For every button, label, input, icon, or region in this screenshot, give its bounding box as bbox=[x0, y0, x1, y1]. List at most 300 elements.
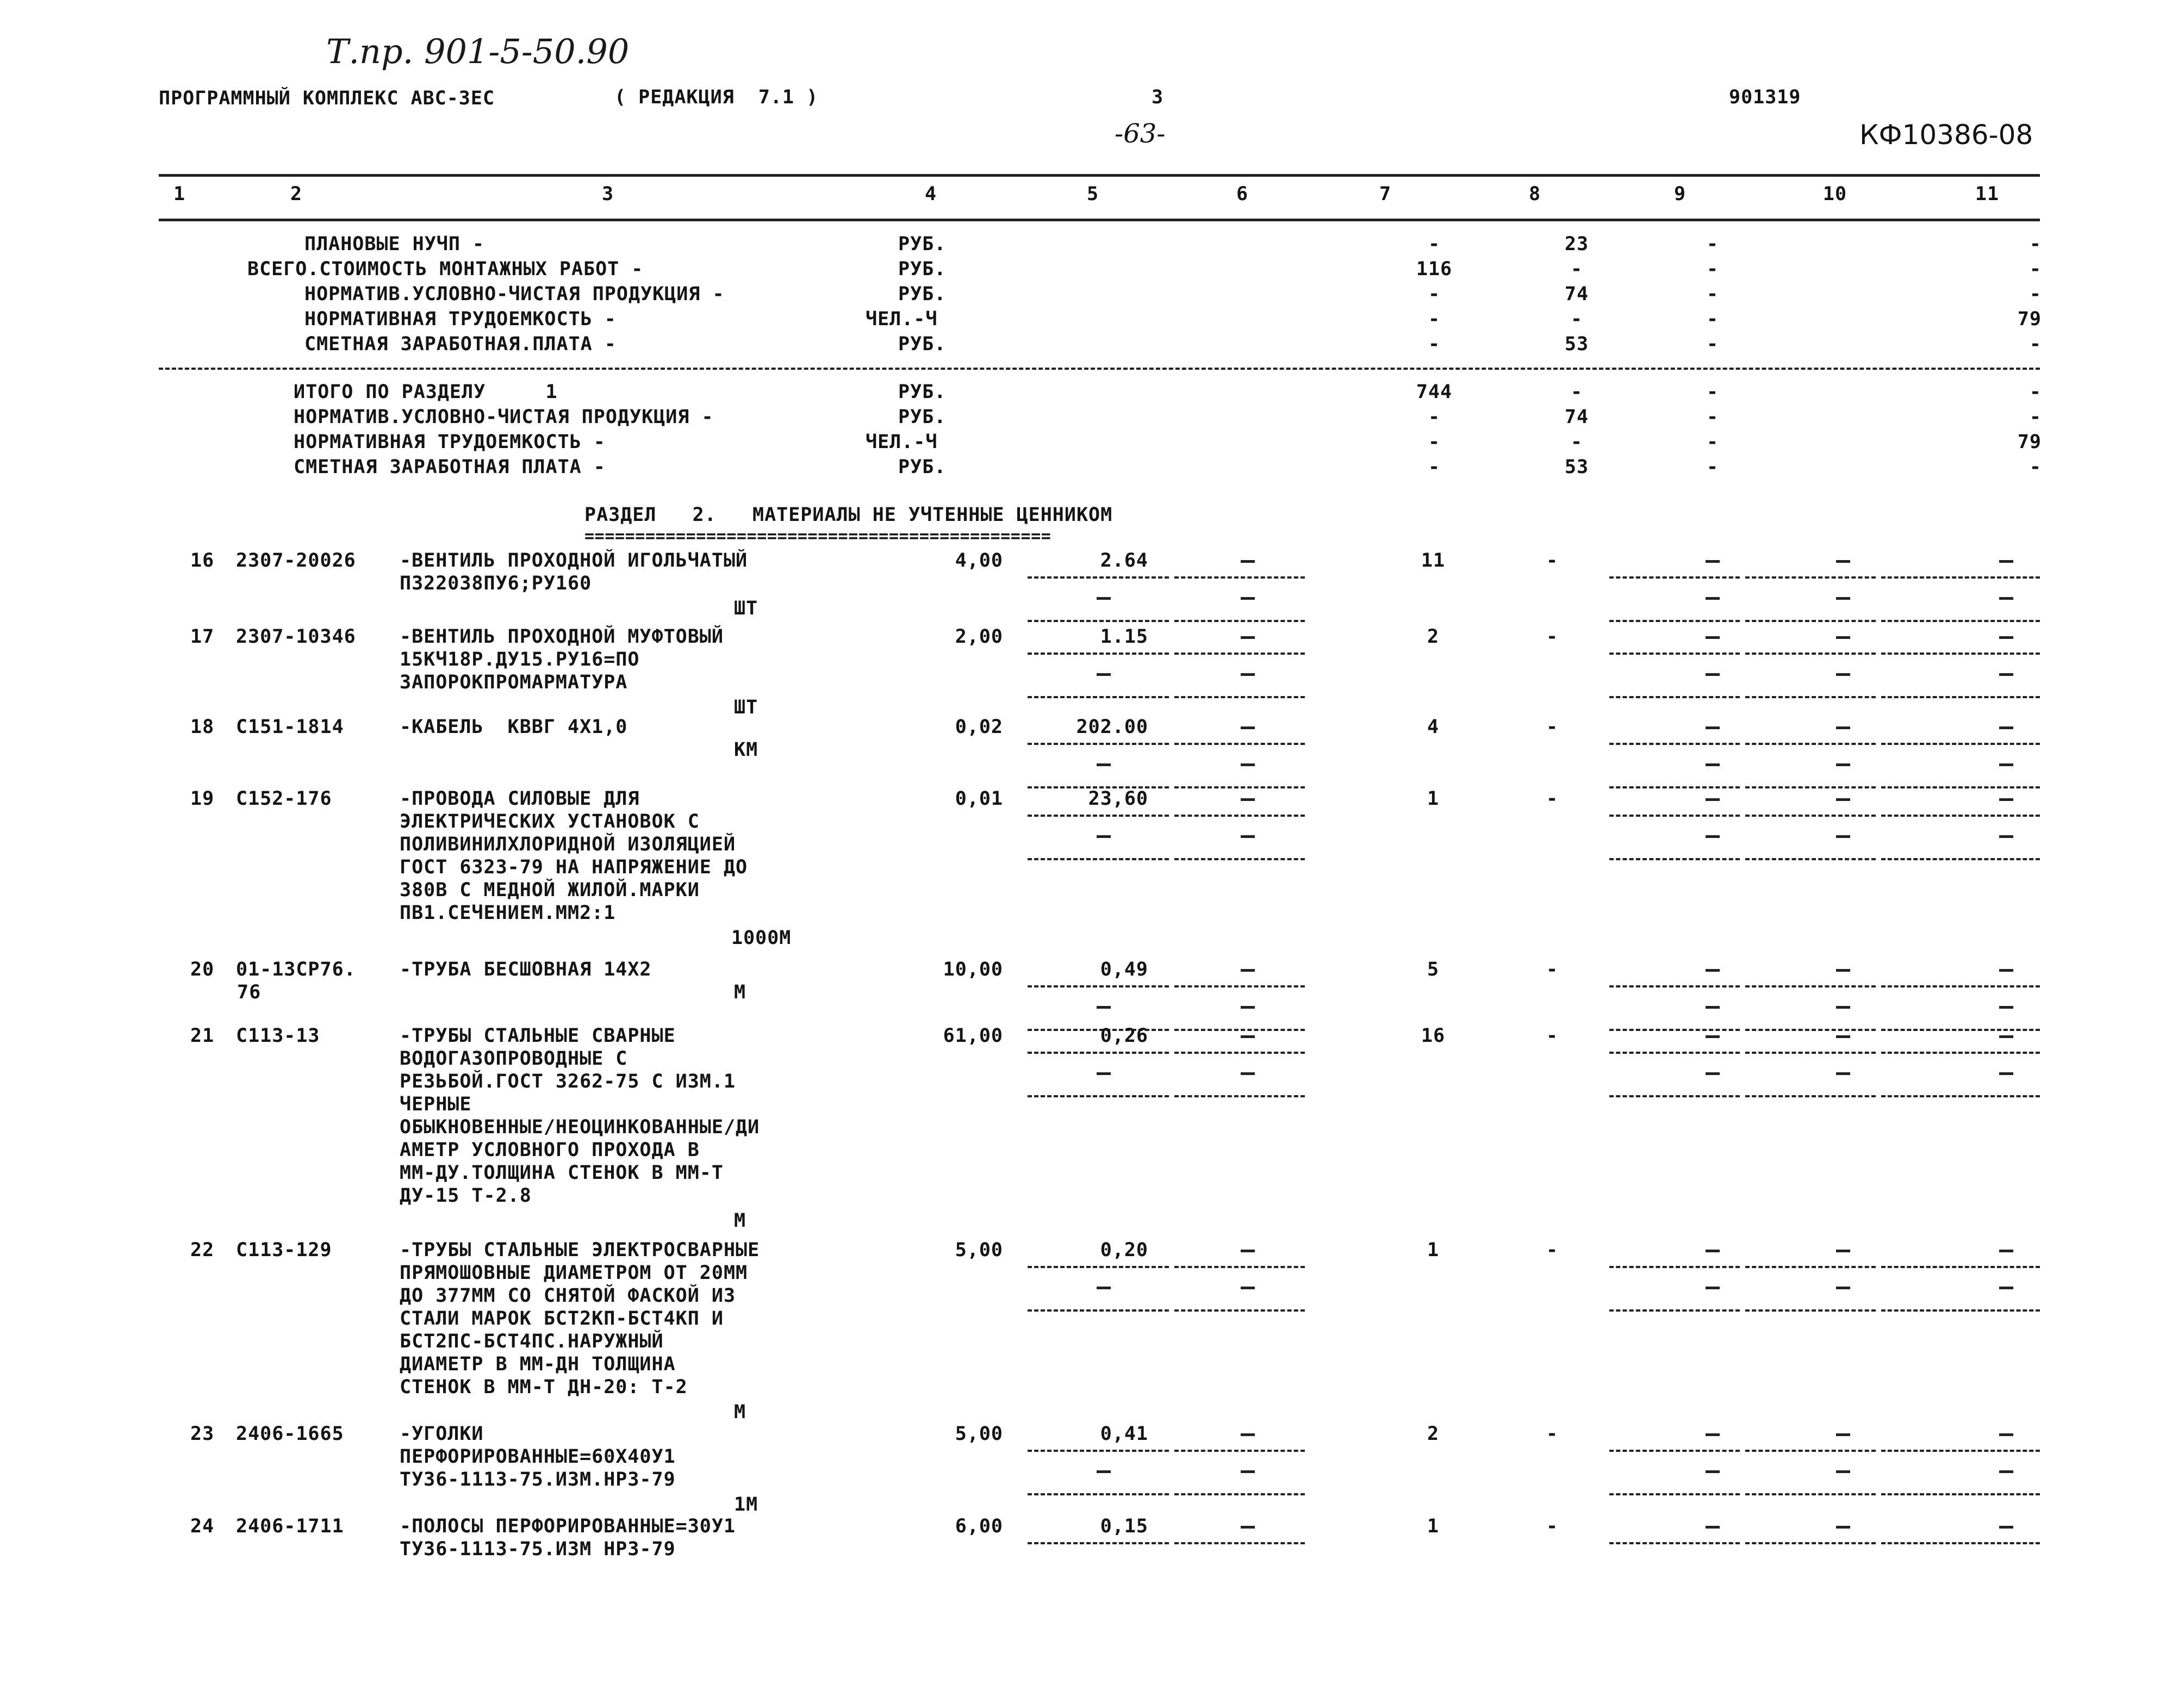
col10-dash-lower bbox=[1836, 597, 1850, 600]
item-code: С113-129 bbox=[236, 1239, 332, 1261]
item-description-line: ММ-ДУ.ТОЛЩИНА СТЕНОК В ММ-Т bbox=[400, 1162, 724, 1184]
summary-col8: - bbox=[1570, 381, 1583, 403]
item-unit: ШТ bbox=[734, 598, 758, 619]
summary-col7: 744 bbox=[1416, 381, 1453, 403]
item-description-line: ВОДОГАЗОПРОВОДНЫЕ С bbox=[400, 1048, 628, 1070]
summary-divider bbox=[159, 368, 2040, 370]
item-col7: 1 bbox=[1427, 788, 1440, 810]
col9-rule-lower bbox=[1609, 858, 1740, 860]
column-number: 11 bbox=[1975, 183, 2000, 205]
item-number: 18 bbox=[190, 716, 215, 738]
program-edition: ( РЕДАКЦИЯ 7.1 ) bbox=[614, 86, 819, 108]
column-number: 4 bbox=[924, 183, 937, 205]
item-description-line: ТУ36-1113-75.ИЗМ.НРЗ-79 bbox=[400, 1469, 676, 1490]
price-rule bbox=[1028, 576, 1169, 579]
item-quantity: 4,00 bbox=[955, 550, 1003, 572]
table-top-rule bbox=[159, 174, 2040, 177]
col11-rule bbox=[1881, 985, 2040, 987]
col10-rule bbox=[1745, 653, 1876, 655]
summary-label: НОРМАТИВ.УСЛОВНО-ЧИСТАЯ ПРОДУКЦИЯ - bbox=[304, 283, 725, 305]
col10-rule bbox=[1745, 1450, 1876, 1452]
item-price: 0,41 bbox=[1100, 1423, 1148, 1445]
summary-col7: - bbox=[1428, 406, 1441, 428]
col11-rule bbox=[1881, 815, 2040, 817]
item-description-line: 380В С МЕДНОЙ ЖИЛОЙ.МАРКИ bbox=[400, 879, 700, 901]
summary-col11: - bbox=[2029, 283, 2042, 305]
col9-rule bbox=[1609, 1450, 1740, 1452]
item-quantity: 6,00 bbox=[955, 1515, 1003, 1537]
col11-dash bbox=[1999, 969, 2013, 972]
item-code: 2307-10346 bbox=[236, 626, 356, 648]
item-code: 2406-1665 bbox=[236, 1423, 344, 1445]
price-rule bbox=[1028, 1052, 1169, 1054]
summary-col7: - bbox=[1428, 308, 1441, 330]
item-description-line: -УГОЛКИ bbox=[400, 1423, 484, 1445]
col9-rule-lower bbox=[1609, 1309, 1740, 1312]
item-col8: - bbox=[1546, 788, 1559, 810]
summary-label: ПЛАНОВЫЕ НУЧП - bbox=[304, 233, 485, 255]
col11-dash-lower bbox=[1999, 1072, 2013, 1075]
col10-rule-lower bbox=[1745, 858, 1876, 860]
item-description-line: СТЕНОК В ММ-Т ДН-20: Т-2 bbox=[400, 1376, 688, 1398]
col6-rule bbox=[1174, 815, 1305, 817]
item-description-line: -ВЕНТИЛЬ ПРОХОДНОЙ ИГОЛЬЧАТЫЙ bbox=[400, 550, 748, 572]
summary-col11: - bbox=[2029, 258, 2042, 280]
summary-label: ИТОГО ПО РАЗДЕЛУ 1 bbox=[294, 381, 558, 403]
price-dash-lower bbox=[1097, 1006, 1111, 1009]
summary-col9: - bbox=[1706, 431, 1719, 453]
item-number: 21 bbox=[190, 1025, 215, 1047]
col9-rule bbox=[1609, 1266, 1740, 1268]
summary-col9: - bbox=[1706, 283, 1719, 305]
col6-rule bbox=[1174, 743, 1305, 745]
item-unit: М bbox=[734, 982, 746, 1003]
item-description-line: ГОСТ 6323-79 НА НАПРЯЖЕНИЕ ДО bbox=[400, 856, 748, 878]
col6-rule-lower bbox=[1174, 1095, 1305, 1097]
item-description-line: АМЕТР УСЛОВНОГО ПРОХОДА В bbox=[400, 1139, 700, 1161]
summary-label: НОРМАТИВНАЯ ТРУДОЕМКОСТЬ - bbox=[304, 308, 617, 330]
item-description-line: -КАБЕЛЬ КВВГ 4Х1,0 bbox=[400, 716, 628, 738]
item-unit: КМ bbox=[734, 739, 758, 761]
col10-dash bbox=[1836, 1526, 1850, 1529]
col6-rule-lower bbox=[1174, 1493, 1305, 1495]
col10-dash bbox=[1836, 1250, 1850, 1252]
summary-col7: - bbox=[1428, 283, 1441, 305]
page-number-handwritten: -63- bbox=[1115, 119, 1166, 149]
item-quantity: 10,00 bbox=[943, 959, 1003, 980]
item-description-line: -ПОЛОСЫ ПЕРФОРИРОВАННЫЕ=30У1 bbox=[400, 1515, 736, 1537]
summary-unit: РУБ. bbox=[898, 233, 947, 255]
item-description-line: -ВЕНТИЛЬ ПРОХОДНОЙ МУФТОВЫЙ bbox=[400, 626, 724, 648]
page-number: 3 bbox=[1152, 86, 1164, 108]
col6-rule bbox=[1174, 576, 1305, 579]
summary-col9: - bbox=[1706, 233, 1719, 255]
col6-rule bbox=[1174, 1266, 1305, 1268]
program-title: ПРОГРАММНЫЙ КОМПЛЕКС АВС-3ЕС bbox=[159, 88, 495, 109]
col11-dash-lower bbox=[1999, 597, 2013, 600]
price-rule bbox=[1028, 815, 1169, 817]
col9-rule bbox=[1609, 743, 1740, 745]
col9-dash-lower bbox=[1706, 763, 1720, 766]
price-rule bbox=[1028, 653, 1169, 655]
col10-dash bbox=[1836, 1035, 1850, 1038]
col10-rule bbox=[1745, 1266, 1876, 1268]
summary-col9: - bbox=[1706, 308, 1719, 330]
col11-rule bbox=[1881, 653, 2040, 655]
item-price: 0,15 bbox=[1100, 1515, 1148, 1537]
item-description-line: ЧЕРНЫЕ bbox=[400, 1094, 472, 1115]
col9-dash bbox=[1706, 798, 1720, 801]
col9-rule-lower bbox=[1609, 1493, 1740, 1495]
col10-dash-lower bbox=[1836, 1470, 1850, 1473]
item-col7: 16 bbox=[1421, 1025, 1446, 1047]
col10-rule-lower bbox=[1745, 1029, 1876, 1031]
summary-col8: 74 bbox=[1564, 283, 1589, 305]
summary-col7: - bbox=[1428, 456, 1441, 478]
summary-unit: ЧЕЛ.-Ч bbox=[866, 431, 938, 453]
item-col8: - bbox=[1546, 1515, 1559, 1537]
col9-rule-lower bbox=[1609, 786, 1740, 788]
summary-label: СМЕТНАЯ ЗАРАБОТНАЯ.ПЛАТА - bbox=[304, 333, 617, 355]
item-number: 24 bbox=[190, 1515, 215, 1537]
col10-dash-lower bbox=[1836, 1006, 1850, 1009]
column-header-rule bbox=[159, 219, 2040, 221]
col11-dash bbox=[1999, 726, 2013, 729]
col11-dash bbox=[1999, 560, 2013, 563]
summary-col9: - bbox=[1706, 456, 1719, 478]
col9-dash bbox=[1706, 636, 1720, 639]
col6-dash bbox=[1241, 726, 1255, 729]
summary-col8: 23 bbox=[1564, 233, 1589, 255]
summary-col9: - bbox=[1706, 381, 1719, 403]
summary-unit: РУБ. bbox=[898, 406, 947, 428]
item-col8: - bbox=[1546, 1025, 1559, 1047]
item-description-line: ЭЛЕКТРИЧЕСКИХ УСТАНОВОК С bbox=[400, 811, 700, 833]
col9-dash-lower bbox=[1706, 597, 1720, 600]
col9-rule bbox=[1609, 653, 1740, 655]
summary-col8: - bbox=[1570, 258, 1583, 280]
price-dash-lower bbox=[1097, 1072, 1111, 1075]
col9-rule-lower bbox=[1609, 1095, 1740, 1097]
col10-dash bbox=[1836, 798, 1850, 801]
col6-rule bbox=[1174, 985, 1305, 987]
item-quantity: 0,01 bbox=[955, 788, 1003, 810]
col6-rule-lower bbox=[1174, 696, 1305, 698]
summary-unit: РУБ. bbox=[898, 381, 947, 403]
col10-dash bbox=[1836, 560, 1850, 563]
summary-col8: - bbox=[1570, 431, 1583, 453]
col11-rule bbox=[1881, 1052, 2040, 1054]
summary-label: НОРМАТИВ.УСЛОВНО-ЧИСТАЯ ПРОДУКЦИЯ - bbox=[294, 406, 714, 428]
col6-rule bbox=[1174, 653, 1305, 655]
column-number: 1 bbox=[173, 183, 186, 205]
col11-dash bbox=[1999, 1035, 2013, 1038]
col11-dash bbox=[1999, 798, 2013, 801]
item-description-line: -ТРУБА БЕСШОВНАЯ 14Х2 bbox=[400, 959, 652, 980]
summary-col11: - bbox=[2029, 333, 2042, 355]
item-description-line: П3220З8ПУ6;РУ160 bbox=[400, 573, 592, 594]
summary-col11: - bbox=[2029, 406, 2042, 428]
col6-dash-lower bbox=[1241, 597, 1255, 600]
price-dash-lower bbox=[1097, 1470, 1111, 1473]
item-col8: - bbox=[1546, 716, 1559, 738]
col6-rule-lower bbox=[1174, 1309, 1305, 1312]
col9-rule-lower bbox=[1609, 620, 1740, 622]
col9-rule-lower bbox=[1609, 1029, 1740, 1031]
col11-dash-lower bbox=[1999, 1006, 2013, 1009]
col6-dash bbox=[1241, 1035, 1255, 1038]
summary-unit: РУБ. bbox=[898, 258, 947, 280]
column-number: 9 bbox=[1673, 183, 1687, 205]
price-rule bbox=[1028, 985, 1169, 987]
col10-rule bbox=[1745, 815, 1876, 817]
item-unit: ШТ bbox=[734, 697, 758, 718]
item-code: С113-13 bbox=[236, 1025, 320, 1047]
col9-dash bbox=[1706, 1035, 1720, 1038]
item-description-line: ТУ36-1113-75.ИЗМ НРЗ-79 bbox=[400, 1538, 676, 1560]
item-price: 202.00 bbox=[1076, 716, 1148, 738]
col10-rule bbox=[1745, 1052, 1876, 1054]
item-col7: 11 bbox=[1421, 550, 1446, 572]
col6-rule bbox=[1174, 1542, 1305, 1544]
summary-col11: - bbox=[2029, 456, 2042, 478]
col10-dash bbox=[1836, 636, 1850, 639]
col11-rule-lower bbox=[1881, 786, 2040, 788]
col10-rule-lower bbox=[1745, 1095, 1876, 1097]
item-col7: 5 bbox=[1427, 959, 1440, 980]
col9-dash bbox=[1706, 1526, 1720, 1529]
item-description-line: ПОЛИВИНИЛХЛОРИДНОЙ ИЗОЛЯЦИЕЙ bbox=[400, 834, 736, 855]
item-unit: М bbox=[734, 1401, 746, 1423]
section-title: РАЗДЕЛ 2. МАТЕРИАЛЫ НЕ УЧТЕННЫЕ ЦЕННИКОМ bbox=[584, 504, 1113, 526]
col10-rule-lower bbox=[1745, 1493, 1876, 1495]
item-number: 20 bbox=[190, 959, 215, 980]
document-code: КФ10386-08 bbox=[1859, 119, 2033, 151]
col6-dash-lower bbox=[1241, 1072, 1255, 1075]
col11-rule-lower bbox=[1881, 1095, 2040, 1097]
item-description-line: ДУ-15 Т-2.8 bbox=[400, 1185, 532, 1207]
summary-col8: 53 bbox=[1564, 456, 1589, 478]
summary-col7: - bbox=[1428, 431, 1441, 453]
col6-dash bbox=[1241, 798, 1255, 801]
col11-rule bbox=[1881, 1542, 2040, 1544]
item-price: 0,20 bbox=[1100, 1239, 1148, 1261]
col10-dash bbox=[1836, 969, 1850, 972]
price-rule bbox=[1028, 1542, 1169, 1544]
item-description-line: СТАЛИ МАРОК БСТ2КП-БСТ4КП И bbox=[400, 1308, 724, 1330]
col10-rule-lower bbox=[1745, 1309, 1876, 1312]
item-description-line: -ТРУБЫ СТАЛЬНЫЕ ЭЛЕКТРОСВАРНЫЕ bbox=[400, 1239, 760, 1261]
item-code: С152-176 bbox=[236, 788, 332, 810]
col10-dash-lower bbox=[1836, 1287, 1850, 1289]
item-description-line: ЗАПОРОКПРОМАРМАТУРА bbox=[400, 672, 628, 693]
item-description-line: 15КЧ18Р.ДУ15.РУ16=ПО bbox=[400, 649, 640, 670]
col9-rule bbox=[1609, 1052, 1740, 1054]
col11-rule-lower bbox=[1881, 1493, 2040, 1495]
summary-label: НОРМАТИВНАЯ ТРУДОЕМКОСТЬ - bbox=[294, 431, 606, 453]
summary-unit: РУБ. bbox=[898, 456, 947, 478]
col10-rule bbox=[1745, 576, 1876, 579]
summary-col8: - bbox=[1570, 308, 1583, 330]
col6-dash-lower bbox=[1241, 1006, 1255, 1009]
col11-rule bbox=[1881, 576, 2040, 579]
col6-dash bbox=[1241, 1526, 1255, 1529]
col10-rule-lower bbox=[1745, 620, 1876, 622]
column-number: 10 bbox=[1822, 183, 1847, 205]
price-rule bbox=[1028, 1450, 1169, 1452]
col10-dash-lower bbox=[1836, 673, 1850, 676]
col11-dash-lower bbox=[1999, 1470, 2013, 1473]
item-col8: - bbox=[1546, 1423, 1559, 1445]
col9-dash bbox=[1706, 1433, 1720, 1436]
item-col8: - bbox=[1546, 626, 1559, 648]
col11-rule bbox=[1881, 1450, 2040, 1452]
col6-dash bbox=[1241, 636, 1255, 639]
item-col7: 4 bbox=[1427, 716, 1440, 738]
col11-dash-lower bbox=[1999, 673, 2013, 676]
col9-dash-lower bbox=[1706, 1072, 1720, 1075]
summary-col9: - bbox=[1706, 406, 1719, 428]
col11-dash-lower bbox=[1999, 1287, 2013, 1289]
summary-col11: - bbox=[2029, 233, 2042, 255]
col11-rule-lower bbox=[1881, 1309, 2040, 1312]
col10-rule bbox=[1745, 743, 1876, 745]
col6-dash-lower bbox=[1241, 763, 1255, 766]
item-col8: - bbox=[1546, 959, 1559, 980]
item-price: 23,60 bbox=[1088, 788, 1148, 810]
col10-dash-lower bbox=[1836, 1072, 1850, 1075]
handwritten-project-code: Т.пр. 901-5-50.90 bbox=[326, 32, 630, 71]
col10-rule bbox=[1745, 1542, 1876, 1544]
item-quantity: 0,02 bbox=[955, 716, 1003, 738]
price-rule-lower bbox=[1028, 858, 1169, 860]
col6-rule-lower bbox=[1174, 858, 1305, 860]
item-price: 1.15 bbox=[1100, 626, 1148, 648]
item-number: 19 bbox=[190, 788, 215, 810]
item-description-line: ПВ1.СЕЧЕНИЕМ.ММ2:1 bbox=[400, 902, 616, 924]
col11-dash bbox=[1999, 1526, 2013, 1529]
item-description-line: -ТРУБЫ СТАЛЬНЫЕ СВАРНЫЕ bbox=[400, 1025, 676, 1047]
item-quantity: 5,00 bbox=[955, 1239, 1003, 1261]
summary-col9: - bbox=[1706, 333, 1719, 355]
col6-dash bbox=[1241, 969, 1255, 972]
item-quantity: 5,00 bbox=[955, 1423, 1003, 1445]
col9-rule bbox=[1609, 1542, 1740, 1544]
summary-col8: 74 bbox=[1564, 406, 1589, 428]
col6-rule-lower bbox=[1174, 786, 1305, 788]
col11-dash-lower bbox=[1999, 763, 2013, 766]
summary-col11: 79 bbox=[2017, 431, 2042, 453]
item-quantity: 61,00 bbox=[943, 1025, 1003, 1047]
col6-dash bbox=[1241, 560, 1255, 563]
col9-rule-lower bbox=[1609, 696, 1740, 698]
col9-dash-lower bbox=[1706, 1287, 1720, 1289]
summary-unit: РУБ. bbox=[898, 333, 947, 355]
col9-dash-lower bbox=[1706, 1470, 1720, 1473]
item-description-line: ПРЯМОШОВНЫЕ ДИАМЕТРОМ ОТ 20ММ bbox=[400, 1262, 748, 1284]
item-number: 17 bbox=[190, 626, 215, 648]
price-rule bbox=[1028, 743, 1169, 745]
col11-rule-lower bbox=[1881, 696, 2040, 698]
item-unit: 1М bbox=[734, 1494, 758, 1515]
column-number: 7 bbox=[1379, 183, 1392, 205]
summary-col11: 79 bbox=[2017, 308, 2042, 330]
col6-dash bbox=[1241, 1250, 1255, 1252]
summary-col9: - bbox=[1706, 258, 1719, 280]
item-description-line: ПЕРФОРИРОВАННЫЕ=60Х40У1 bbox=[400, 1446, 676, 1468]
col6-rule bbox=[1174, 1450, 1305, 1452]
col11-dash-lower bbox=[1999, 835, 2013, 838]
col6-rule-lower bbox=[1174, 620, 1305, 622]
summary-label: ВСЕГО.СТОИМОСТЬ МОНТАЖНЫХ РАБОТ - bbox=[247, 258, 644, 280]
col10-rule bbox=[1745, 985, 1876, 987]
item-col8: - bbox=[1546, 550, 1559, 572]
price-rule-lower bbox=[1028, 620, 1169, 622]
item-col7: 1 bbox=[1427, 1515, 1440, 1537]
item-code: 01-13СР76. bbox=[236, 959, 356, 980]
price-rule-lower bbox=[1028, 1095, 1169, 1097]
price-rule-lower bbox=[1028, 1309, 1169, 1312]
col6-rule bbox=[1174, 1052, 1305, 1054]
item-code-continued: 76 bbox=[237, 982, 262, 1003]
item-number: 23 bbox=[190, 1423, 215, 1445]
col6-rule-lower bbox=[1174, 1029, 1305, 1031]
col10-dash-lower bbox=[1836, 835, 1850, 838]
summary-col7: - bbox=[1428, 333, 1441, 355]
col9-rule bbox=[1609, 985, 1740, 987]
col11-rule-lower bbox=[1881, 1029, 2040, 1031]
item-quantity: 2,00 bbox=[955, 626, 1003, 648]
price-rule-lower bbox=[1028, 696, 1169, 698]
price-rule bbox=[1028, 1266, 1169, 1268]
item-col7: 1 bbox=[1427, 1239, 1440, 1261]
col9-dash-lower bbox=[1706, 673, 1720, 676]
price-dash-lower bbox=[1097, 1287, 1111, 1289]
document-number: 901319 bbox=[1729, 86, 1801, 108]
col9-dash bbox=[1706, 969, 1720, 972]
col6-dash-lower bbox=[1241, 835, 1255, 838]
item-code: 2406-1711 bbox=[236, 1515, 344, 1537]
col10-dash bbox=[1836, 726, 1850, 729]
col11-rule bbox=[1881, 1266, 2040, 1268]
item-description-line: -ПРОВОДА СИЛОВЫЕ ДЛЯ bbox=[400, 788, 640, 810]
col11-rule-lower bbox=[1881, 620, 2040, 622]
summary-col8: 53 bbox=[1564, 333, 1589, 355]
price-dash-lower bbox=[1097, 835, 1111, 838]
col9-rule bbox=[1609, 576, 1740, 579]
col9-dash-lower bbox=[1706, 1006, 1720, 1009]
column-number: 5 bbox=[1086, 183, 1099, 205]
price-dash-lower bbox=[1097, 597, 1111, 600]
item-price: 0,49 bbox=[1100, 959, 1148, 980]
item-price: 0,26 bbox=[1100, 1025, 1148, 1047]
col6-dash-lower bbox=[1241, 1470, 1255, 1473]
item-description-line: БСТ2ПС-БСТ4ПС.НАРУЖНЫЙ bbox=[400, 1331, 664, 1352]
item-unit: 1000М bbox=[731, 927, 792, 949]
col6-dash bbox=[1241, 1433, 1255, 1436]
col10-rule-lower bbox=[1745, 696, 1876, 698]
price-rule-lower bbox=[1028, 1493, 1169, 1495]
item-price: 2.64 bbox=[1100, 550, 1148, 572]
col11-rule bbox=[1881, 743, 2040, 745]
col9-dash bbox=[1706, 560, 1720, 563]
col9-dash-lower bbox=[1706, 835, 1720, 838]
item-description-line: ДО 377ММ СО СНЯТОЙ ФАСКОЙ ИЗ bbox=[400, 1285, 736, 1307]
summary-unit: ЧЕЛ.-Ч bbox=[866, 308, 938, 330]
price-dash-lower bbox=[1097, 673, 1111, 676]
col6-dash-lower bbox=[1241, 1287, 1255, 1289]
col11-dash bbox=[1999, 636, 2013, 639]
